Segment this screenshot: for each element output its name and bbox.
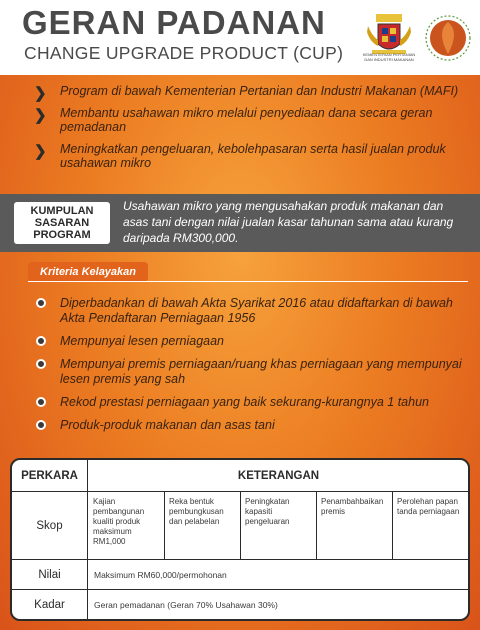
program-item-text: Meningkatkan pengeluaran, kebolehpasaran serta hasil jualan produk usahawan mikro bbox=[60, 141, 446, 170]
criteria-divider bbox=[28, 281, 468, 282]
nilai-value: Maksimum RM60,000/permohonan bbox=[94, 569, 227, 580]
table-row-kadar bbox=[12, 590, 468, 619]
program-item-text: Program di bawah Kementerian Pertanian dan Industri Makanan (MAFI) bbox=[60, 84, 459, 98]
circle-bullet-icon bbox=[36, 397, 46, 407]
criteria-item-text: Mempunyai premis perniagaan/ruang khas perniagaan yang mempunyai lesen premis yang sah bbox=[60, 357, 462, 386]
criteria-heading: Kriteria Kelayakan bbox=[28, 262, 148, 282]
program-item bbox=[32, 142, 462, 171]
criteria-item-text: Mempunyai lesen perniagaan bbox=[60, 334, 224, 348]
criteria-item bbox=[34, 418, 474, 433]
target-group-label-line: KUMPULAN bbox=[30, 205, 94, 217]
circle-bullet-icon bbox=[36, 336, 46, 346]
criteria-item-text: Rekod prestasi perniagaan yang baik sekurang-kurangnya 1 tahun bbox=[60, 395, 429, 409]
skop-items bbox=[89, 492, 468, 559]
column-header-keterangan: KETERANGAN bbox=[237, 469, 320, 482]
target-group-label-box bbox=[14, 202, 110, 244]
skop-item: Kajian pembangunan kualiti produk maksimum RM1,000 bbox=[89, 492, 165, 559]
target-group-label-line: SASARAN bbox=[34, 217, 90, 229]
column-header-perkara: PERKARA bbox=[12, 460, 88, 491]
table-row-nilai bbox=[12, 560, 468, 590]
kadar-value: Geran pemadanan (Geran 70% Usahawan 30%) bbox=[94, 599, 278, 610]
skop-item: Perolehan papan tanda perniagaan bbox=[397, 497, 460, 516]
page-subtitle: CHANGE UPGRADE PRODUCT (CUP) bbox=[24, 43, 344, 63]
circle-bullet-icon bbox=[36, 298, 46, 308]
header bbox=[0, 0, 480, 75]
criteria-item bbox=[34, 357, 474, 387]
criteria-item bbox=[34, 395, 474, 410]
criteria-item bbox=[34, 296, 474, 326]
program-item bbox=[32, 106, 462, 135]
target-group-label bbox=[31, 205, 94, 241]
criteria-list bbox=[34, 296, 474, 441]
skop-item: Reka bentuk pembungkusan dan pelabelan bbox=[165, 492, 241, 559]
criteria-item-text: Produk-produk makanan dan asas tani bbox=[60, 418, 275, 432]
bioeconomy-logo-icon bbox=[420, 8, 476, 68]
target-group-band bbox=[0, 194, 480, 252]
row-label-kadar: Kadar bbox=[12, 590, 88, 619]
program-list bbox=[32, 84, 462, 178]
criteria-item-text: Diperbadankan di bawah Akta Syarikat 2016 atau didaftarkan di bawah Akta Pendaftaran Perniagaan 1956 bbox=[60, 296, 453, 325]
chevron-right-icon: ❯ bbox=[34, 106, 47, 124]
program-item bbox=[32, 84, 462, 102]
target-group-label-line: PROGRAM bbox=[33, 229, 91, 241]
table-row-skop bbox=[12, 492, 468, 560]
chevron-right-icon: ❯ bbox=[34, 85, 47, 102]
program-item-text: Membantu usahawan mikro melalui penyediaan dana secara geran pemadanan bbox=[60, 105, 433, 134]
row-label-nilai: Nilai bbox=[12, 560, 88, 589]
row-label-skop: Skop bbox=[12, 492, 88, 559]
page-title: GERAN PADANAN bbox=[22, 4, 326, 41]
skop-item: Penambahbaikan premis bbox=[317, 492, 393, 559]
circle-bullet-icon bbox=[36, 420, 46, 430]
chevron-right-icon: ❯ bbox=[34, 142, 47, 160]
table-header-row bbox=[12, 460, 468, 492]
details-table bbox=[10, 458, 470, 621]
circle-bullet-icon bbox=[36, 359, 46, 369]
ministry-crest-text: KEMENTERIAN PERTANIAN DAN INDUSTRI MAKANAN bbox=[362, 52, 416, 62]
criteria-item bbox=[34, 334, 474, 349]
target-group-text: Usahawan mikro yang mengusahakan produk makanan dan asas tani dengan nilai jualan kasar tahunan sama atau kurang daripada RM300,000. bbox=[123, 199, 454, 245]
skop-item: Peningkatan kapasiti pengeluaran bbox=[241, 492, 317, 559]
